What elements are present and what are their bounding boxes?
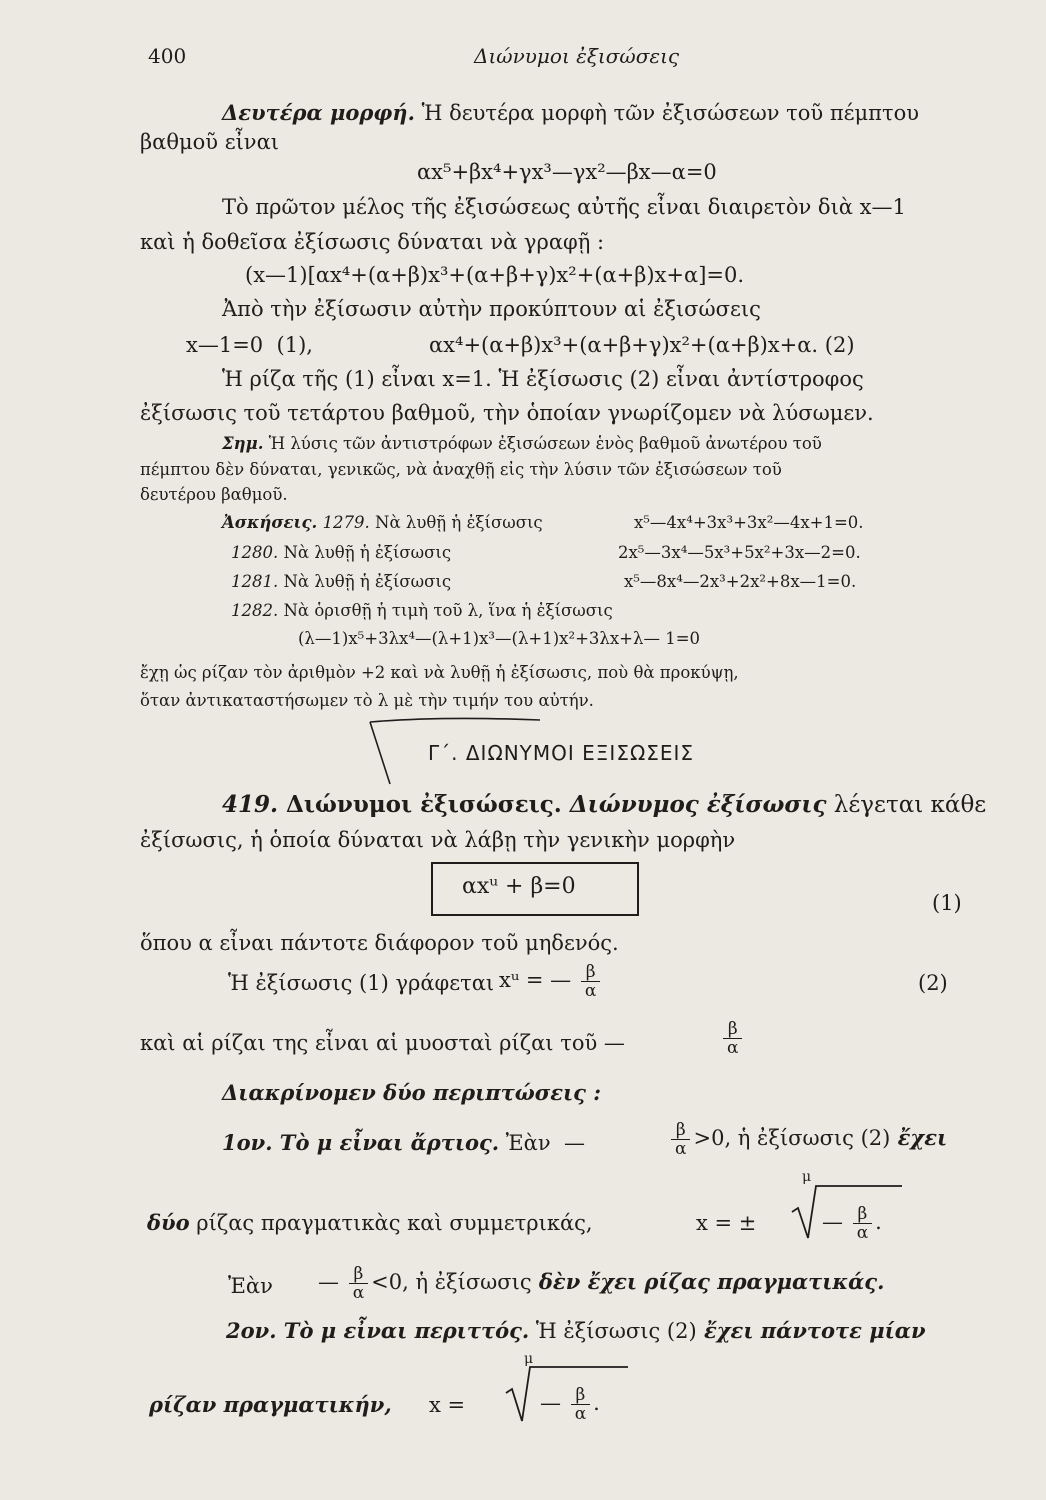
text-run: ἡ ἐξίσωσις	[408, 1270, 532, 1294]
fraction	[581, 963, 600, 1000]
case-2-line2: ρίζαν πραγματικήν,	[149, 1392, 392, 1417]
fraction	[571, 1386, 590, 1423]
fraction	[349, 1265, 368, 1302]
text-run: Νὰ λυθῇ ἡ ἐξίσωσις	[278, 572, 452, 591]
case-1b-condition	[318, 1265, 884, 1302]
exercise-number: 1282.	[231, 601, 279, 620]
fraction	[723, 1020, 742, 1057]
case-1-heading: 1ον. Τὸ μ εἶναι ἄρτιος.	[222, 1130, 500, 1155]
exercise-1282	[231, 600, 613, 622]
fraction-numerator: β	[723, 1020, 742, 1039]
text-run: Ἡ λύσις τῶν ἀντιστρόφων ἐξισώσεων ἑνὸς βαθμοῦ ἀνωτέρου τοῦ	[263, 434, 822, 453]
article-419-line	[222, 792, 986, 818]
defined-term: Διώνυμος ἐξίσωσις	[561, 791, 827, 818]
second-form-heading: Δευτέρα μορφή.	[222, 100, 415, 125]
equation: αx⁴+(α+β)x³+(α+β+γ)x²+(α+β)x+α. (2)	[429, 333, 855, 357]
minus-sign: —	[822, 1210, 843, 1234]
running-title: Διώνυμοι ἐξισώσεις	[474, 44, 680, 68]
emphasis: ἔχει πάντοτε μίαν	[696, 1318, 926, 1343]
text-run: ρίζας πραγματικὰς καὶ συμμετρικάς,	[189, 1211, 593, 1235]
paragraph-line: Ἀπὸ τὴν ἐξίσωσιν αὐτὴν προκύπτουν αἱ ἐξισώσεις	[222, 297, 761, 321]
note-heading: Σημ.	[222, 434, 264, 453]
exercises-heading: Ἀσκήσεις.	[222, 513, 318, 532]
paragraph-line: ἐξίσωσις, ἡ ὁποία δύναται νὰ λάβῃ τὴν γενικὴν μορφὴν	[140, 828, 736, 852]
paragraph-line: βαθμοῦ εἶναι	[140, 130, 279, 154]
fraction-denominator: α	[727, 1038, 739, 1058]
text-run: Ἡ δευτέρα μορφὴ τῶν ἐξισώσεων τοῦ πέμπτου	[414, 101, 920, 125]
text-run: Νὰ λυθῇ ἡ ἐξίσωσις	[369, 513, 543, 532]
case-1-line	[222, 1130, 585, 1156]
text-run: Νὰ λυθῇ ἡ ἐξίσωσις	[278, 543, 452, 562]
paragraph-line: Τὸ πρῶτον μέλος τῆς ἐξισώσεως αὐτῆς εἶναι διαιρετὸν διὰ x—1	[222, 195, 906, 219]
exercise-line: ἔχῃ ὡς ρίζαν τὸν ἀριθμὸν +2 καὶ νὰ λυθῇ ἡ ἐξίσωσις, ποὺ θὰ προκύψῃ,	[140, 663, 739, 682]
article-title: Διώνυμοι ἐξισώσεις.	[278, 791, 562, 818]
fraction	[853, 1205, 872, 1242]
exercise-1281	[231, 571, 451, 593]
equation-tag: (1)	[932, 891, 962, 915]
paragraph-line	[186, 332, 313, 358]
fraction-wrap	[720, 1020, 745, 1057]
radicand: — $\frac{\beta}{\alpha}$ .	[540, 1385, 600, 1424]
equation: αx⁵+βx⁴+γx³—γx²—βx—α=0	[417, 160, 717, 184]
cases-heading: Διακρίνομεν δύο περιπτώσεις :	[222, 1080, 601, 1105]
fraction-numerator: β	[671, 1121, 690, 1140]
case-1-condition	[668, 1121, 947, 1158]
fraction-numerator: β	[581, 963, 600, 982]
minus-sign: —	[318, 1270, 339, 1294]
note-line	[222, 433, 822, 455]
note-line: δευτέρου βαθμοῦ.	[140, 485, 288, 504]
paragraph-line: ἐξίσωσις τοῦ τετάρτου βαθμοῦ, τὴν ὁποίαν γνωρίζομεν νὰ λύσωμεν.	[140, 401, 874, 425]
note-line: πέμπτου δὲν δύναται, γενικῶς, νὰ ἀναχθῇ εἰς τὴν λύσιν τῶν ἐξισώσεων τοῦ	[140, 460, 782, 479]
equation-lhs: x = ±	[696, 1211, 757, 1235]
paragraph-line: καὶ ἡ δοθεῖσα ἐξίσωσις δύναται νὰ γραφῇ :	[140, 230, 605, 254]
boxed-equation: αxᵘ + β=0	[462, 874, 576, 899]
exercise-number: 1280.	[231, 543, 279, 562]
equation-lhs: x =	[429, 1393, 466, 1417]
text-run: λέγεται κάθε	[826, 792, 987, 818]
fraction-denominator: α	[856, 1223, 869, 1243]
paragraph-line	[222, 100, 919, 126]
equation: 2x⁵—3x⁴—5x³+5x²+3x—2=0.	[618, 543, 861, 562]
fraction-numerator: β	[853, 1205, 872, 1224]
equation: x⁵—8x⁴—2x³+2x²+8x—1=0.	[624, 572, 857, 591]
case-2-line	[226, 1318, 926, 1344]
paragraph-line: καὶ αἱ ρίζαι της εἶναι αἱ μυοσταὶ ρίζαι τοῦ —	[140, 1031, 625, 1055]
emphasis: δύο	[147, 1210, 190, 1235]
equation-lhs: xᵘ = —	[499, 968, 572, 992]
fraction-numerator: β	[349, 1265, 368, 1284]
inequality: <0,	[371, 1270, 409, 1294]
case-1-line2	[147, 1210, 593, 1236]
equation: (λ—1)x⁵+3λx⁴—(λ+1)x³—(λ+1)x²+3λx+λ— 1=0	[298, 629, 701, 648]
equation	[499, 963, 603, 1000]
exercise-1279	[222, 512, 543, 534]
fraction-denominator: α	[675, 1139, 687, 1159]
equation-tag: (2)	[918, 971, 948, 995]
text-run: Νὰ ὁρισθῇ ἡ τιμὴ τοῦ λ, ἵνα ἡ ἐξίσωσις	[278, 601, 613, 620]
fraction-numerator: β	[571, 1386, 590, 1405]
fraction-denominator: α	[584, 981, 597, 1001]
fraction-denominator: α	[574, 1404, 587, 1424]
inequality: >0,	[693, 1126, 732, 1150]
paragraph-line: ὅπου α εἶναι πάντοτε διάφορον τοῦ μηδενός.	[140, 931, 619, 955]
paragraph-line: Ἡ ρίζα τῆς (1) εἶναι x=1. Ἡ ἐξίσωσις (2) εἶναι ἀντίστροφος	[222, 367, 864, 391]
root-index: μ	[524, 1351, 534, 1367]
text-run: ἡ ἐξίσωσις (2)	[731, 1126, 891, 1150]
minus-sign: —	[540, 1391, 561, 1415]
emphasis: δὲν ἔχει ρίζας πραγματικάς.	[531, 1269, 885, 1294]
root-index: μ	[802, 1169, 812, 1185]
radicand: — $\frac{\beta}{\alpha}$ .	[822, 1204, 882, 1243]
exercise-number: 1281.	[231, 572, 279, 591]
article-number: 419.	[222, 791, 279, 818]
section-title: Γ΄. ΔΙΩΝΥΜΟΙ ΕΞΙΣΩΣΕΙΣ	[428, 741, 695, 765]
page-number: 400	[148, 44, 187, 68]
text-run: Ἡ ἐξίσωσις (2)	[529, 1319, 697, 1343]
exercise-number: 1279.	[322, 513, 370, 532]
fraction	[671, 1121, 690, 1158]
case-2-heading: 2ον. Τὸ μ εἶναι περιττός.	[226, 1318, 530, 1343]
equation: x—1=0 (1),	[186, 333, 313, 357]
emphasis: ἔχει	[890, 1125, 948, 1150]
equation: (x—1)[αx⁴+(α+β)x³+(α+β+γ)x²+(α+β)x+α]=0.	[245, 263, 745, 287]
equation: x⁵—4x⁴+3x³+3x²—4x+1=0.	[634, 513, 864, 532]
text-run: Ἐὰν —	[499, 1131, 585, 1155]
exercise-line: ὅταν ἀντικαταστήσωμεν τὸ λ μὲ τὴν τιμήν του αὐτήν.	[140, 691, 594, 710]
paragraph-line: Ἡ ἐξίσωσις (1) γράφεται	[228, 971, 495, 995]
exercise-1280	[231, 542, 451, 564]
fraction-denominator: α	[352, 1283, 365, 1303]
case-1b-if: Ἐὰν	[228, 1274, 273, 1298]
